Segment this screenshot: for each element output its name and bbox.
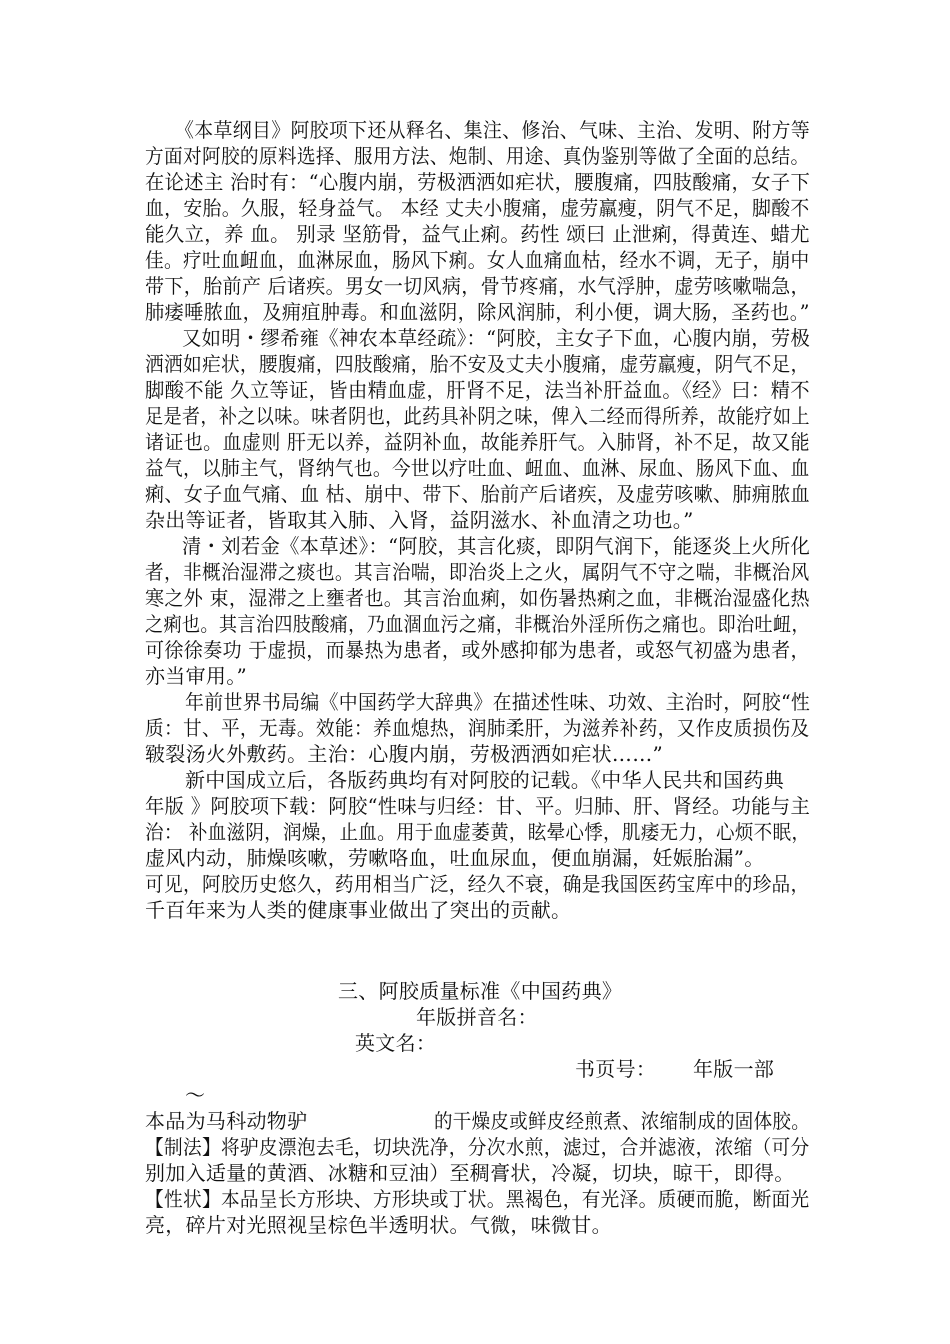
text-line: 亦当审用。” — [145, 664, 248, 688]
text-line: 足是者，补之以味。味者阴也，此药具补阴之味，俾入二经而得所养，故能疗如上 — [145, 404, 810, 428]
text-line: 洒洒如疟状，腰腹痛，四肢酸痛，胎不安及丈夫小腹痛，虚劳羸瘦，阴气不足， — [145, 352, 810, 376]
text-line: 亮，碎片对光照视呈棕色半透明状。气微，味微甘。 — [145, 1213, 612, 1237]
text-line: 者，非概治湿滞之痰也。其言治喘，即治炎上之火，属阴气不守之喘，非概治风 — [145, 560, 810, 584]
text-line: 书页号： — [575, 1057, 657, 1081]
text-line: 的干燥皮或鲜皮经煎煮、浓缩制成的固体胶。 — [434, 1109, 810, 1133]
text-line: 年版一部 — [693, 1057, 775, 1081]
text-line: 可徐徐奏功 于虚损，而暴热为患者，或外感抑郁为患者，或怒气初盛为患者， — [145, 638, 810, 662]
text-line: 之痢也。其言治四肢酸痛，乃血涸血污之痛，非概治外淫所伤之痛也。即治吐衄， — [145, 612, 810, 636]
text-line: 在论述主 治时有：“心腹内崩，劳极洒洒如疟状，腰腹痛，四肢酸痛，女子下 — [145, 170, 811, 194]
text-line: 年前世界书局编《中国药学大辞典》在描述性味、功效、主治时，阿胶“性 — [185, 690, 811, 714]
text-line: 痢、女子血气痛、血 枯、崩中、带下、胎前产后诸疾，及虚劳咳嗽、肺痈脓血 — [145, 482, 810, 506]
text-line: 血，安胎。久服，轻身益气。 本经 丈夫小腹痛，虚劳羸瘦，阴气不足，脚酸不 — [145, 196, 810, 220]
text-line: 年版拼音名： — [416, 1005, 538, 1029]
section-heading: 三、阿胶质量标准《中国药典》 — [338, 979, 623, 1003]
text-line: 佳。疗吐血衄血，血淋尿血，肠风下痢。女人血痛血枯，经水不调，无子，崩中 — [145, 248, 810, 272]
text-line: 别加入适量的黄酒、冰糖和豆油）至稠膏状，冷凝，切块，晾干，即得。 — [145, 1161, 795, 1185]
text-line: 皲裂汤火外敷药。主治：心腹内崩，劳极洒洒如疟状……” — [145, 742, 664, 766]
text-line: 千百年来为人类的健康事业做出了突出的贡献。 — [145, 898, 572, 922]
text-line: 带下，胎前产 后诸疾。男女一切风病，骨节疼痛，水气浮肿，虚劳咳嗽喘急， — [145, 274, 810, 298]
text-line: 益气，以肺主气，肾纳气也。今世以疗吐血、衄血、血淋、尿血、肠风下血、血 — [145, 456, 810, 480]
text-line: 英文名： — [355, 1031, 437, 1055]
text-line: 【制法】将驴皮漂泡去毛，切块洗净，分次水煎，滤过，合并滤液，浓缩（可分 — [145, 1135, 810, 1159]
text-line: 能久立，养 血。 别录 坚筋骨，益气止痢。药性 颂曰 止泄痢，得黄连、蜡尤 — [145, 222, 810, 246]
text-line: 质：甘、平，无毒。效能：养血熄热，润肺柔肝，为滋养补药，又作皮质损伤及 — [145, 716, 810, 740]
text-line: 治： 补血滋阴，润燥，止血。用于血虚萎黄，眩晕心悸，肌痿无力，心烦不眠， — [145, 820, 811, 844]
text-line: 虚风内动，肺燥咳嗽，劳嗽咯血，吐血尿血，便血崩漏，妊娠胎漏”。 — [145, 846, 765, 870]
text-line: 【性状】本品呈长方形块、方形块或丁状。黑褐色，有光泽。质硬而脆，断面光 — [145, 1187, 810, 1211]
text-line: 清・刘若金《本草述》：“阿胶，其言化痰，即阴气润下，能逐炎上火所化 — [182, 534, 811, 558]
text-line: 可见，阿胶历史悠久，药用相当广泛，经久不衰，确是我国医药宝库中的珍品， — [145, 872, 810, 896]
text-line: 杂出等证者，皆取其入肺、入肾，益阴滋水、补血清之功也。” — [145, 508, 694, 532]
text-line: 脚酸不能 久立等证，皆由精血虚，肝肾不足，法当补肝益血。《经》曰：精不 — [145, 378, 810, 402]
text-line: 《本草纲目》阿胶项下还从释名、集注、修治、气味、主治、发明、附方等 — [175, 118, 810, 142]
text-line: 又如明・缪希雍《神农本草经疏》：“阿胶，主女子下血，心腹内崩，劳极 — [182, 326, 811, 350]
text-line: 寒之外 束，湿滞之上壅者也。其言治血痢，如伤暑热痢之血，非概治湿盛化热 — [145, 586, 810, 610]
text-line: 诸证也。血虚则 肝无以养，益阴补血，故能养肝气。入肺肾，补不足，故又能 — [145, 430, 810, 454]
text-line: 本品为马科动物驴 — [145, 1109, 308, 1133]
text-line: 新中国成立后，各版药典均有对阿胶的记载。《中华人民共和国药典 — [185, 768, 784, 792]
text-line: 肺痿唾脓血，及痈疽肿毒。和血滋阴，除风润肺，利小便，调大肠，圣药也。” — [145, 300, 810, 324]
text-line: 方面对阿胶的原料选择、服用方法、炮制、用途、真伪鉴别等做了全面的总结。 — [145, 144, 810, 168]
text-line: ～ — [185, 1083, 206, 1107]
text-line: 年版 》阿胶项下载：阿胶“性味与归经：甘、平。归肺、肝、肾经。功能与主 — [145, 794, 811, 818]
